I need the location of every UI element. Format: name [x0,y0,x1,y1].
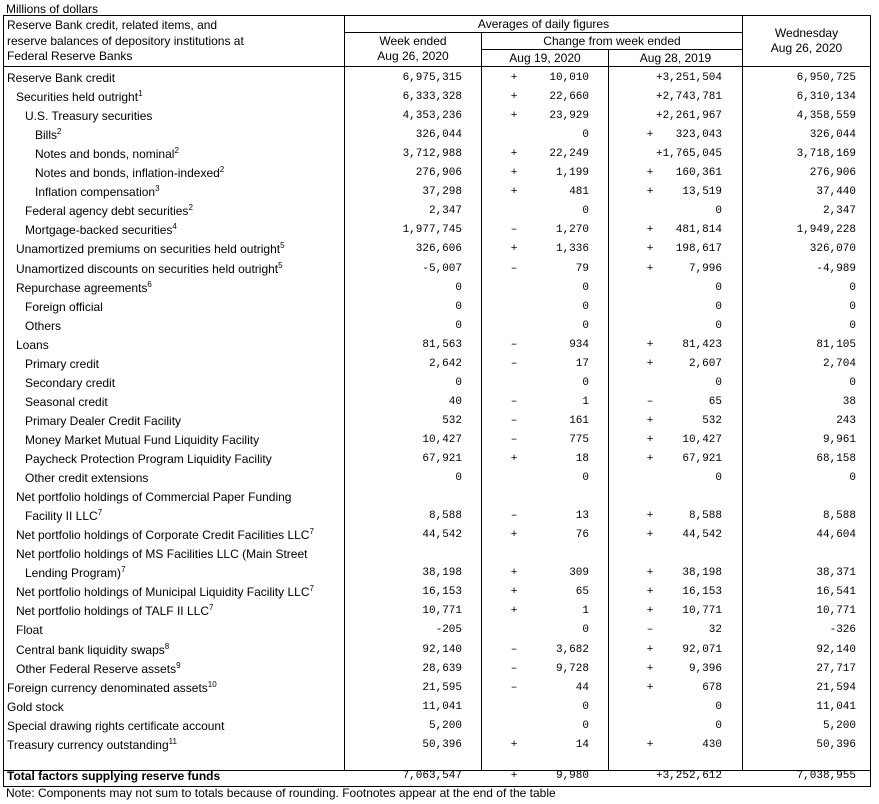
row-wednesday-value: 11,041 [816,700,856,713]
row-change1-value: 1,199 [555,167,589,180]
row-label [16,338,49,352]
footnote-ref: 2 [57,127,62,137]
row-label [16,662,181,676]
footnote-ref: 8 [164,641,170,651]
row-wednesday-value: 37,440 [816,186,856,199]
total-week: 7,063,547 [402,770,462,782]
row-week-value: 6,975,315 [402,72,462,84]
row-wednesday-value: 0 [849,281,856,294]
row-change1-value: 17 [575,357,589,370]
row-change2-value: 481,814 [675,224,722,237]
row-change2-value: 67,921 [682,453,722,465]
footnote-ref: 1 [138,89,143,99]
row-label [16,643,169,657]
row-label-text: Mortgage-backed securities [25,223,173,238]
row-wednesday-value: 2,704 [822,357,856,370]
row-week-value: 276,906 [415,167,462,180]
row-change2-sign: + [646,338,654,351]
row-change1-sign: – [510,414,518,427]
row-label [25,471,148,485]
row-week-value: 21,595 [422,681,462,694]
row-label-text: Other credit extensions [25,471,149,486]
row-change2-sign: + [646,433,654,446]
stub-header-line3: Federal Reserve Banks [7,49,133,63]
row-change2-value: 32 [708,624,722,637]
row-change2-value: 0 [715,319,722,332]
row-label-text: Net portfolio holdings of TALF II LLC [16,604,209,619]
row-change2-value: 0 [715,205,722,218]
row-change2-value: +2,261,967 [655,110,722,123]
footnote-ref: 9 [176,660,181,670]
row-label [25,319,61,333]
row-label-text: Inflation compensation [35,185,156,200]
row-change1-value: 1 [582,395,589,408]
row-change2-value: 678 [702,681,722,694]
footnote-ref: 11 [168,736,177,746]
row-change1-sign: – [510,643,518,656]
row-label [35,147,179,161]
row-wednesday-value: 8,588 [822,510,856,523]
row-change1-value: 0 [582,700,589,713]
row-change1-sign: – [510,662,518,675]
week-ended-header-line2: Aug 26, 2020 [377,49,449,63]
row-change1-value: 76 [575,529,589,542]
row-label [35,185,160,199]
row-change2-sign: + [646,567,654,580]
row-label [16,90,143,104]
row-change1-sign: + [510,243,518,256]
row-label-text: Seasonal credit [25,394,108,409]
row-change2-sign: + [646,510,654,523]
row-change2-value: 38,198 [682,567,722,580]
row-label-text: Notes and bonds, inflation-indexed [35,166,220,181]
row-wednesday-value: 0 [849,376,856,389]
row-label [35,166,224,180]
row-label [16,585,314,599]
rule-change [482,49,742,50]
row-week-value: 3,712,988 [402,148,462,161]
row-change1-value: 1,270 [555,224,589,237]
change-col1-header: Aug 19, 2020 [509,51,581,65]
row-change1-value: 0 [582,719,589,732]
row-change1-sign: + [510,91,518,104]
row-label [25,204,193,218]
row-label-text: Foreign official [25,299,103,314]
row-label [7,700,64,714]
row-wednesday-value: 44,604 [816,529,856,542]
row-change1-value: 481 [569,186,589,199]
wednesday-header-line2: Aug 26, 2020 [770,41,843,55]
row-wednesday-value: 276,906 [809,167,856,180]
change-from-header: Change from week ended [543,34,681,48]
row-change1-sign: – [510,433,518,446]
row-change1-value: 18 [575,453,589,465]
row-label [25,414,181,428]
row-change1-sign: – [510,262,518,275]
footnote-ref: 7 [309,527,314,537]
row-week-value: 4,353,236 [402,110,462,123]
row-label-text: Unamortized discounts on securities held outright [16,261,279,276]
row-change2-value: 2,607 [688,357,722,370]
row-week-value: 326,044 [415,129,462,142]
row-week-value: 10,771 [422,605,462,618]
row-change2-value: 65 [708,395,722,408]
row-wednesday-value: 1,949,228 [796,224,856,237]
row-label-text: Net portfolio holdings of Commercial Paper Funding [16,490,292,505]
row-week-value: 0 [455,376,462,389]
row-label-text: Net portfolio holdings of Municipal Liquidity Facility LLC [16,585,310,600]
row-change2-sign: + [646,643,654,656]
row-change1-value: 0 [582,624,589,637]
row-change2-value: 0 [715,700,722,713]
row-label-text: Unamortized premiums on securities held outright [16,242,281,257]
row-change2-sign: + [646,167,654,180]
row-wednesday-value: 0 [849,300,856,313]
row-change1-value: 79 [575,262,589,275]
row-change1-value: 0 [582,319,589,332]
row-label-text: Repurchase agreements [16,280,148,295]
change-col2-header: Aug 28, 2019 [639,51,712,65]
reserve-table [3,15,871,787]
row-label-text: Net portfolio holdings of Corporate Credit Facilities LLC [16,528,310,543]
footnote-ref: 4 [172,222,177,232]
footnote-ref: 7 [209,603,214,613]
row-week-value: 92,140 [422,643,462,656]
row-wednesday-value: 2,347 [822,205,856,218]
row-change1-value: 0 [582,281,589,294]
footnote-ref: 2 [219,165,225,175]
row-label [16,242,285,256]
row-label-text: Bills [35,128,58,143]
row-wednesday-value: 50,396 [816,738,856,751]
total-wednesday: 7,038,955 [796,770,856,782]
row-week-value: 81,563 [422,338,462,351]
row-label [25,223,177,237]
row-week-value: 16,153 [422,586,462,599]
row-change1-sign: + [510,605,518,618]
row-label-text: Reserve Bank credit [7,71,116,85]
row-week-value: 0 [455,319,462,332]
row-change1-value: 1,336 [555,243,589,256]
row-change2-sign: + [646,738,654,751]
row-change2-sign: + [646,357,654,370]
row-label-text: Special drawing rights certificate account [7,718,225,733]
row-change2-value: 430 [702,738,722,751]
row-label-text: Money Market Mutual Fund Liquidity Facility [25,432,260,447]
row-label-text: Securities held outright [16,90,139,105]
row-wednesday-value: 243 [836,414,856,427]
row-change1-value: 0 [582,376,589,389]
row-change2-value: 7,996 [688,262,722,275]
row-change2-value: 10,771 [682,605,722,618]
row-change2-sign: + [646,605,654,618]
footnote-ref: 2 [188,203,193,213]
row-change1-value: 65 [575,586,589,599]
footnote-ref: 7 [121,565,126,575]
row-change2-value: 323,043 [675,129,722,142]
row-week-value: 326,606 [415,243,462,256]
row-change2-sign: – [646,395,654,408]
row-wednesday-value: 6,950,725 [796,72,856,84]
row-change1-sign: – [510,338,518,351]
row-week-value: -205 [435,624,462,637]
footnote-ref: 3 [155,184,160,194]
row-label-text: Primary credit [25,356,100,371]
total-sign1: + [510,770,518,782]
row-change2-value: 9,396 [688,662,722,675]
row-wednesday-value: 9,961 [822,433,856,446]
row-label-text: Facility II LLC [25,509,98,524]
row-change2-value: 198,617 [675,243,722,256]
row-change2-value: 532 [702,414,722,427]
rule-averages [345,32,742,33]
row-label-text: Federal agency debt securities [25,204,189,219]
row-week-value: 50,396 [422,738,462,751]
stub-header-line2: reserve balances of depository institutions at [7,34,244,48]
row-change2-sign: + [646,224,654,237]
row-week-value: 0 [455,472,462,485]
row-change1-sign: – [510,224,518,237]
row-label-text: Treasury currency outstanding [7,737,169,752]
row-change1-value: 1 [582,605,589,618]
row-change2-value: 92,071 [682,643,722,656]
footnote-ref: 5 [280,241,285,251]
row-wednesday-value: 0 [849,319,856,332]
row-label-text: Gold stock [7,699,64,714]
row-wednesday-value: 27,717 [816,662,856,675]
row-change2-sign: + [646,129,654,142]
row-week-value: 2,642 [428,357,462,370]
row-label-text: Secondary credit [25,375,116,390]
rule-header-bottom [4,66,870,67]
row-wednesday-value: -326 [829,624,856,637]
row-label [25,109,152,123]
row-change2-value: 0 [715,376,722,389]
row-change1-sign: + [510,529,518,542]
row-change2-value: +3,251,504 [655,72,722,84]
stub-header-line1: Reserve Bank credit, related items, and [7,18,218,32]
row-wednesday-value: 81,105 [816,338,856,351]
row-label [25,376,115,390]
row-change1-sign: + [510,167,518,180]
row-label [25,433,259,447]
footnote-ref: 7 [309,584,314,594]
row-week-value: 11,041 [422,700,462,713]
row-label [7,719,224,733]
row-change1-value: 161 [569,414,589,427]
row-change1-sign: + [510,186,518,199]
row-label [25,452,272,466]
footnote-ref: 6 [147,279,152,289]
footnote-ref: 10 [207,679,217,689]
row-change2-value: 160,361 [675,167,722,180]
row-wednesday-value: 4,358,559 [796,110,856,123]
row-label [7,71,115,85]
total-change1: 9,980 [555,770,589,782]
row-wednesday-value: 6,310,134 [796,91,856,104]
row-wednesday-value: 326,044 [809,129,856,142]
row-label-text: Notes and bonds, nominal [35,147,175,162]
row-label [25,509,102,523]
row-label [16,281,152,295]
row-wednesday-value: 16,541 [816,586,856,599]
row-change2-sign: + [646,586,654,599]
row-week-value: 44,542 [422,529,462,542]
row-change2-sign: + [646,662,654,675]
row-change2-sign: + [646,262,654,275]
row-wednesday-value: 21,594 [816,681,856,694]
row-change1-value: 14 [575,738,589,751]
row-change1-value: 0 [582,300,589,313]
row-week-value: 532 [442,414,462,427]
row-label [16,604,213,618]
row-label [16,623,43,637]
row-change1-value: 775 [569,433,589,446]
row-change1-value: 44 [575,681,589,694]
row-label [16,547,307,561]
row-change1-sign: + [510,567,518,580]
row-change1-value: 10,010 [549,72,589,84]
row-label-text: Other Federal Reserve assets [16,661,177,676]
row-label [7,738,177,752]
row-week-value: 10,427 [422,433,462,446]
row-label [16,528,314,542]
row-week-value: 1,977,745 [402,224,462,237]
row-week-value: 67,921 [422,453,462,465]
row-change2-value: 81,423 [682,338,722,351]
footnote-ref: 2 [174,146,179,156]
row-wednesday-value: 68,158 [816,453,856,465]
units-label: Millions of dollars [6,2,99,16]
row-change1-sign: + [510,148,518,161]
row-change2-sign: + [646,243,654,256]
row-change2-value: 10,427 [682,433,722,446]
row-change2-sign: + [646,414,654,427]
row-week-value: 40 [448,395,462,408]
row-week-value: 0 [455,281,462,294]
row-change2-value: 0 [715,472,722,485]
row-wednesday-value: 5,200 [822,719,856,732]
row-change1-value: 23,929 [549,110,589,123]
row-change1-sign: + [510,738,518,751]
row-label-text: U.S. Treasury securities [25,109,153,124]
row-week-value: 8,588 [428,510,462,523]
row-wednesday-value: 92,140 [816,643,856,656]
row-label [25,357,99,371]
footnote-ref: 5 [278,260,283,270]
row-change2-value: 0 [715,719,722,732]
row-label [25,566,126,580]
row-week-value: 5,200 [428,719,462,732]
row-label-text: Primary Dealer Credit Facility [25,413,182,428]
row-label-text: Lending Program) [25,566,122,581]
row-change1-value: 22,249 [549,148,589,161]
row-change1-sign: + [510,586,518,599]
row-change1-sign: + [510,110,518,123]
week-ended-header-line1: Week ended [379,34,447,48]
row-change1-value: 22,660 [549,91,589,104]
row-week-value: 38,198 [422,567,462,580]
row-change2-value: 0 [715,281,722,294]
row-label [25,395,108,409]
row-week-value: 2,347 [428,205,462,218]
row-week-value: 6,333,328 [402,91,462,104]
footnote-ref: 7 [97,508,103,518]
row-week-value: -5,007 [422,262,462,275]
row-wednesday-value: 3,718,169 [796,148,856,161]
row-change2-value: 13,519 [682,186,722,199]
row-change1-value: 13 [575,510,589,523]
row-change1-value: 309 [569,567,589,580]
row-change2-sign: + [646,453,654,465]
row-wednesday-value: 38 [842,395,856,408]
row-week-value: 28,639 [422,662,462,675]
row-change1-value: 9,728 [555,662,589,675]
row-change1-sign: – [510,681,518,694]
total-label: Total factors supplying reserve funds [7,769,221,783]
row-change1-value: 3,682 [555,643,589,656]
footnote: Note: Components may not sum to totals because of rounding. Footnotes appear at the end of the table [6,786,556,800]
row-label [7,681,217,695]
row-change2-value: +1,765,045 [655,148,722,161]
row-change2-value: 16,153 [682,586,722,599]
row-wednesday-value: 0 [849,472,856,485]
row-wednesday-value: -4,989 [816,262,856,275]
row-week-value: 0 [455,300,462,313]
row-wednesday-value: 326,070 [809,243,856,256]
averages-header: Averages of daily figures [477,17,610,31]
row-label-text: Net portfolio holdings of MS Facilities LLC (Main Street [16,547,308,562]
total-change2: +3,252,612 [655,770,722,782]
row-wednesday-value: 10,771 [816,605,856,618]
row-label-text: Loans [16,337,49,352]
row-change1-sign: – [510,357,518,370]
row-change1-value: 0 [582,205,589,218]
row-label-text: Float [16,623,43,638]
row-change2-sign: + [646,186,654,199]
row-label [35,128,61,142]
row-change1-sign: – [510,395,518,408]
row-change1-value: 0 [582,472,589,485]
row-change2-value: 44,542 [682,529,722,542]
row-label-text: Central bank liquidity swaps [16,642,165,657]
row-week-value: 37,298 [422,186,462,199]
wednesday-header-line1: Wednesday [774,26,839,40]
row-change2-sign: + [646,681,654,694]
row-change1-sign: – [510,510,518,523]
row-change1-sign: + [510,453,518,465]
row-label-text: Foreign currency denominated assets [7,680,208,695]
row-label [16,262,283,276]
row-change2-value: 8,588 [688,510,722,523]
row-change2-sign: – [646,624,654,637]
row-change1-value: 0 [582,129,589,142]
row-label [25,300,103,314]
row-change1-value: 934 [569,338,589,351]
row-label-text: Others [25,318,62,333]
row-change2-value: 0 [715,300,722,313]
row-change2-sign: + [646,529,654,542]
row-change2-value: +2,743,781 [655,91,722,104]
row-label-text: Paycheck Protection Program Liquidity Facility [25,452,272,466]
row-label [16,490,291,504]
row-change1-sign: + [510,72,518,84]
row-wednesday-value: 38,371 [816,567,856,580]
